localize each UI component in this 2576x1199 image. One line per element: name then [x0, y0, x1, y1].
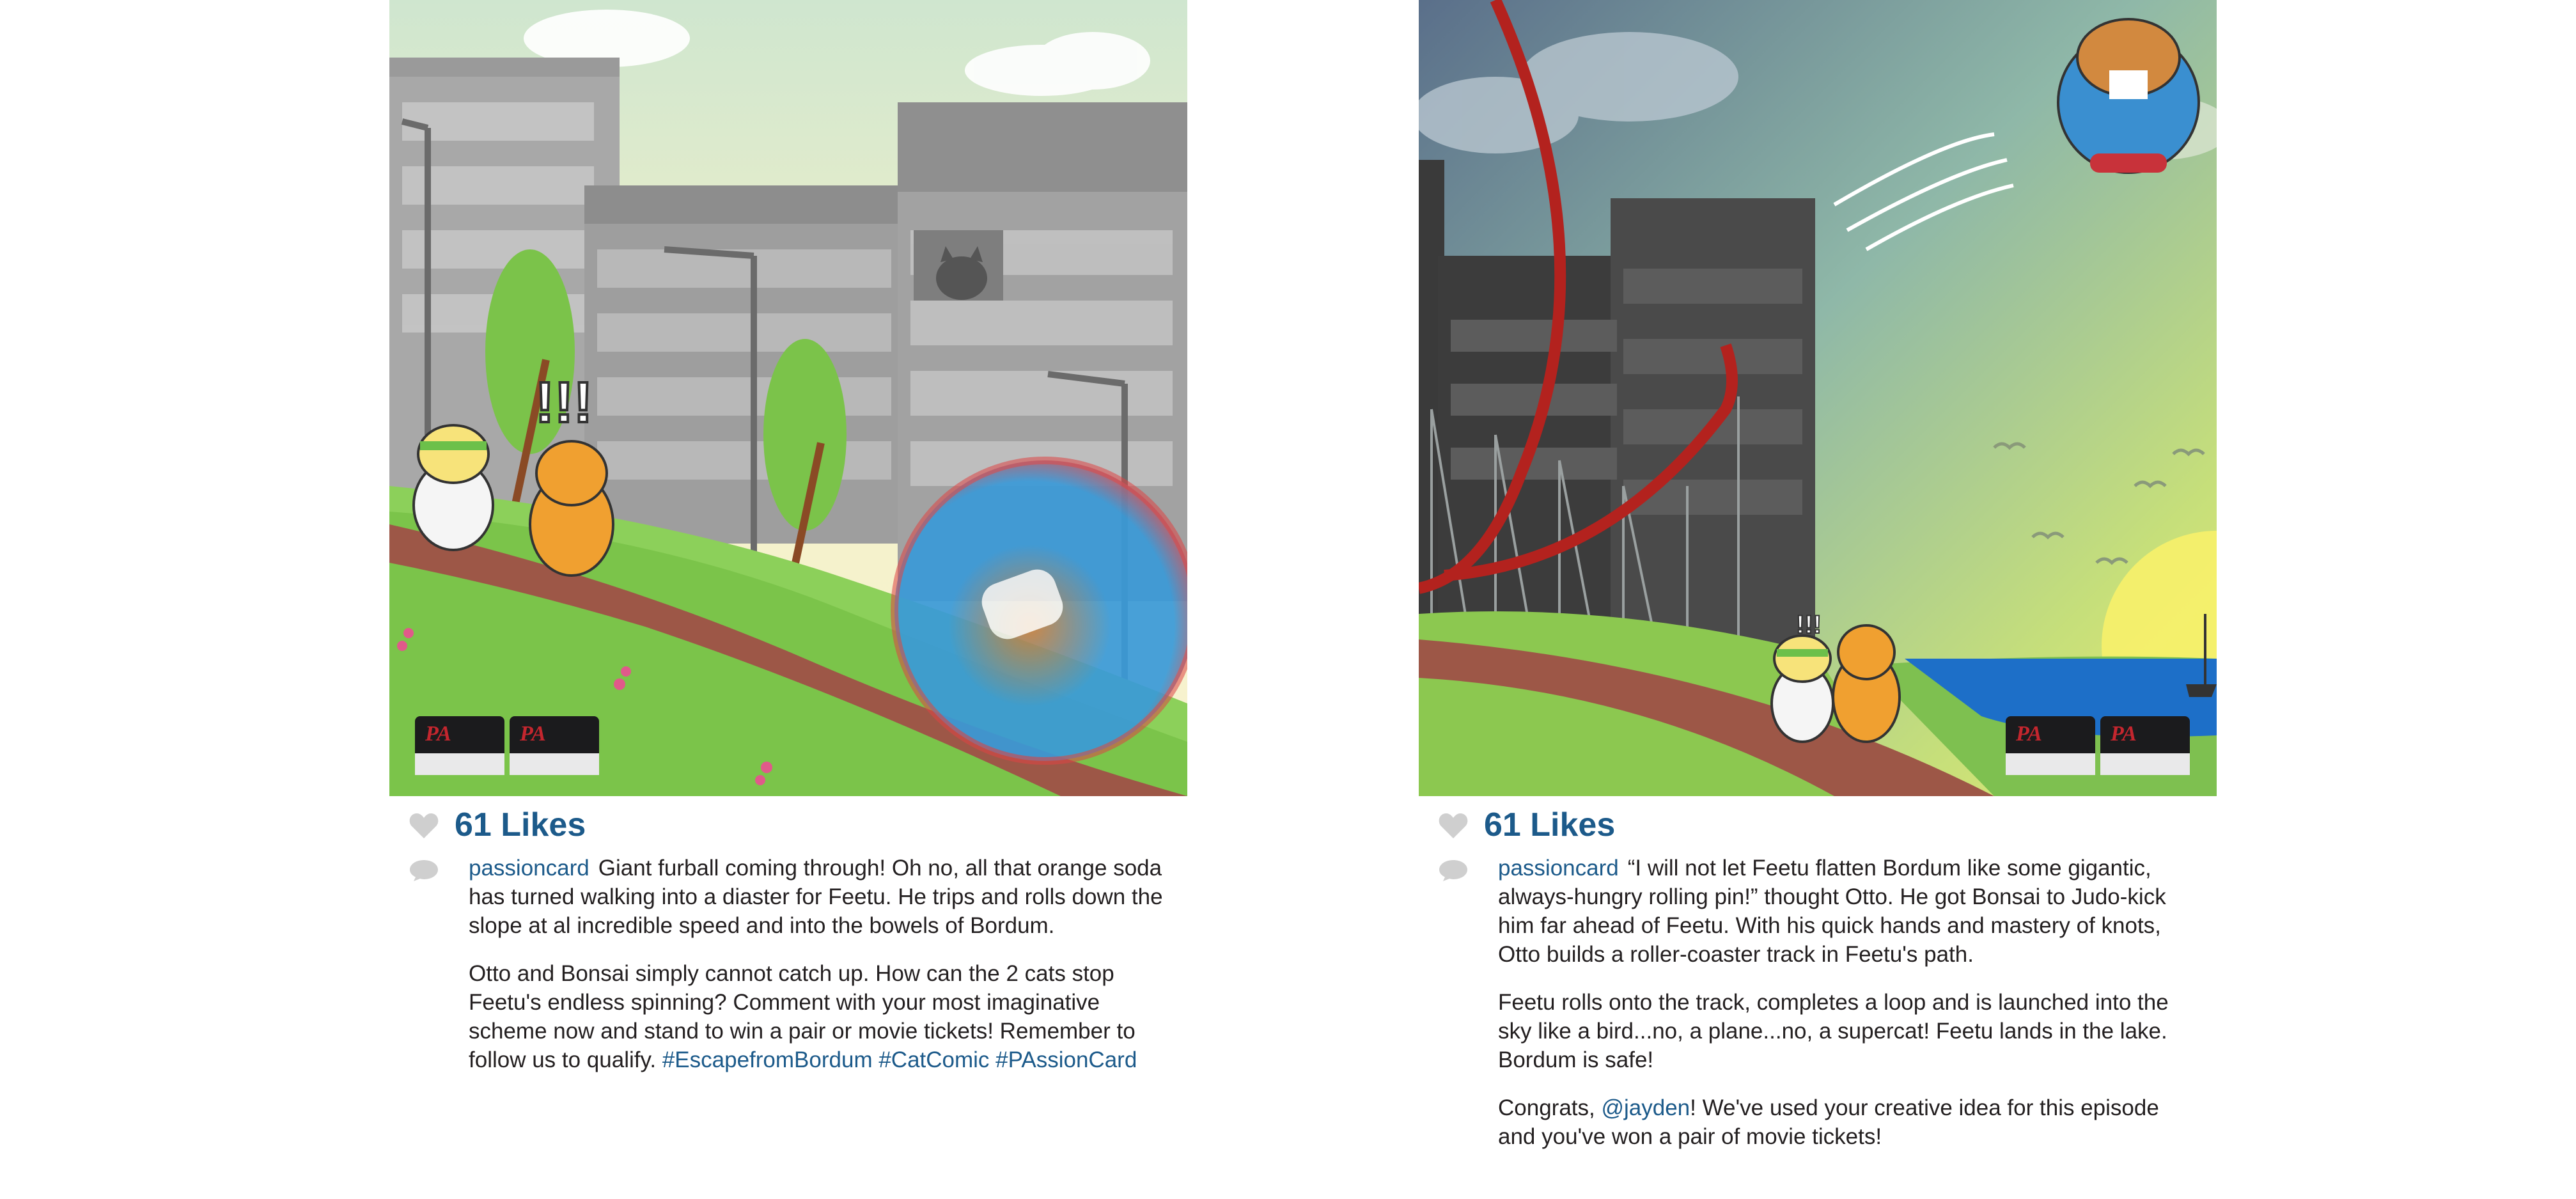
svg-text:PA: PA	[520, 722, 546, 746]
cat-bonsai	[1833, 625, 1900, 742]
mention-link[interactable]: @jayden	[1601, 1095, 1690, 1120]
likes-count: 61 Likes	[455, 806, 586, 843]
caption-paragraph-1: passioncard “I will not let Feetu flatten Bordum like some gigantic, always-hungry rolling pin!” thought Otto. He got Bonsai to Judo-kick him far ahead of Feetu. With his quick hands and mastery of knots, Otto builds a roller-coaster track in Feetu's path.	[1498, 856, 2166, 967]
caption	[409, 854, 1163, 1093]
caption-paragraph-2: Otto and Bonsai simply cannot catch up. How can the 2 cats stop Feetu's endless spinning? Comment with your most imaginative scheme now and stand to win a pair or movie tickets! Remember to follow us to qualify. #EscapefromBordum #CatComic #PAssionCard	[469, 961, 1137, 1072]
cat-otto	[414, 425, 493, 550]
likes-count: 61 Likes	[1484, 806, 1616, 843]
heart-icon[interactable]	[409, 811, 439, 838]
username-link[interactable]: passioncard	[469, 856, 589, 881]
caption-paragraph-1: passioncard Giant furball coming through! Oh no, all that orange soda has turned walking into a diaster for Feetu. He trips and rolls down the slope at al incredible speed and into the bowels of Bordum.	[469, 856, 1163, 938]
heart-icon[interactable]	[1438, 811, 1469, 838]
comment-icon[interactable]	[409, 859, 439, 882]
caption	[1438, 854, 2192, 1170]
exclamation-marks: !!!	[535, 371, 593, 435]
svg-text:PA: PA	[2111, 722, 2137, 746]
likes-row	[409, 803, 586, 847]
caption-paragraph-3: Congrats, @jayden! We've used your creative idea for this episode and you've won a pair of movie tickets!	[1498, 1095, 2159, 1149]
svg-text:PA: PA	[2016, 722, 2042, 746]
svg-text:PA: PA	[425, 722, 451, 746]
exclamation-marks: !!!	[1796, 611, 1822, 639]
post-left	[389, 0, 1187, 1072]
cat-bonsai	[530, 441, 613, 576]
rolling-feetu-ball	[894, 460, 1187, 761]
hashtags-link[interactable]: #EscapefromBordum #CatComic #PAssionCard	[662, 1047, 1137, 1072]
post-right	[1419, 0, 2217, 1149]
username-link[interactable]: passioncard	[1498, 856, 1619, 881]
likes-row	[1438, 803, 1615, 847]
comic-illustration-rollercoaster	[1419, 0, 2217, 796]
post-image[interactable]	[1419, 0, 2217, 796]
caption-paragraph-2: Feetu rolls onto the track, completes a loop and is launched into the sky like a bird...no, a plane...no, a supercat! Feetu lands in the lake. Bordum is safe!	[1498, 990, 2169, 1072]
post-image[interactable]	[389, 0, 1187, 796]
cat-otto	[1772, 636, 1833, 742]
comment-icon[interactable]	[1438, 859, 1469, 882]
comic-illustration-runaway	[389, 0, 1187, 796]
